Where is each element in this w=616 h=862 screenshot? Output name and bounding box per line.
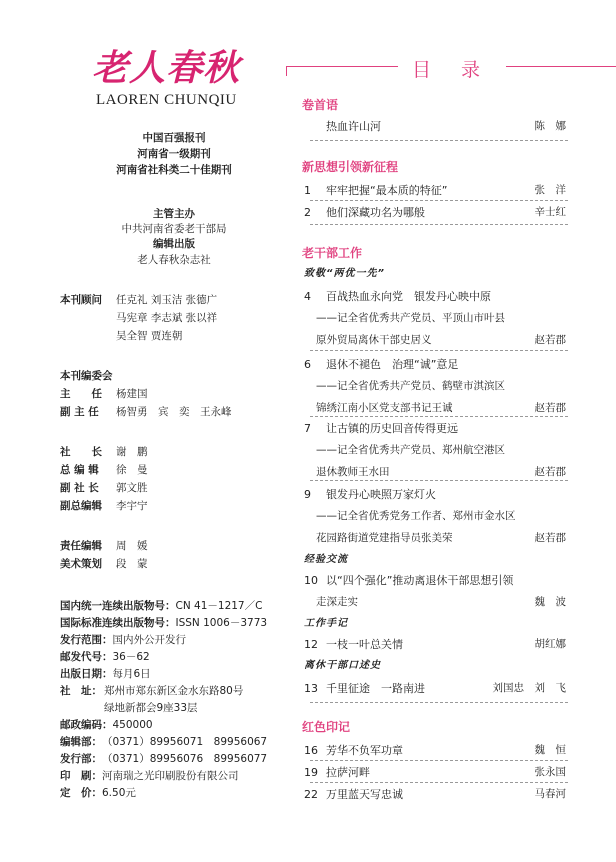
staff-name: 谢 鹏 (116, 446, 148, 458)
pubinfo-label: 出版日期： (60, 668, 113, 680)
magazine-pinyin-title: LAOREN CHUNQIU (96, 92, 237, 108)
toc-entry-title: 万里蓝天写忠诚 (326, 788, 403, 801)
editor-name: 段 蒙 (116, 558, 148, 570)
toc-entry-continued (316, 594, 566, 609)
toc-entry-author: 陈 娜 (534, 120, 566, 132)
toc-entry-title: 拉萨河畔 (326, 766, 370, 779)
toc-entry-author: 张永国 (534, 766, 566, 778)
toc-entry-author: 赵若郡 (534, 334, 566, 346)
pubinfo-row (60, 768, 239, 783)
toc-entry-page: 12 (304, 638, 318, 651)
toc-entry-page: 22 (304, 788, 318, 801)
toc-divider (310, 200, 568, 201)
editor-label: 美术策划 (60, 558, 102, 570)
staff-row (60, 444, 148, 459)
toc-section-title: 红色印记 (302, 720, 351, 734)
toc-divider (310, 702, 568, 703)
toc-entry-author: 辛士红 (534, 206, 566, 218)
pubinfo-row (60, 683, 243, 698)
toc-entry[interactable] (304, 118, 566, 134)
publisher-label: 编辑出版 (153, 238, 195, 250)
toc-entry[interactable] (304, 764, 566, 780)
pubinfo-row (60, 666, 151, 681)
committee-director (60, 386, 148, 401)
pubinfo-row (60, 734, 267, 749)
pubinfo-row (104, 700, 198, 715)
editor-row (60, 556, 148, 571)
pubinfo-row (60, 598, 262, 613)
pubinfo-row (60, 785, 136, 800)
pubinfo-label: 国内统一连续出版物号： (60, 600, 176, 612)
toc-entry-page: 7 (304, 422, 311, 435)
toc-entry-author: 胡红娜 (534, 638, 566, 650)
pubinfo-value: （0371）89956071 89956067 (102, 736, 268, 748)
toc-entry[interactable] (304, 786, 566, 802)
toc-entry-continued (316, 400, 566, 415)
toc-entry[interactable] (304, 182, 566, 198)
toc-entry[interactable] (304, 636, 566, 652)
toc-entry-title: 银发丹心映照万家灯火 (326, 488, 436, 501)
staff-row (60, 462, 148, 477)
pubinfo-row (60, 615, 267, 630)
editor-row (60, 538, 148, 553)
toc-section-title: 新思想引领新征程 (302, 160, 399, 174)
staff-name: 李宇宁 (116, 500, 148, 512)
toc-entry-author: 赵若郡 (534, 532, 566, 544)
honor-1: 中国百强报刊 (142, 132, 206, 144)
editor-name: 周 媛 (116, 540, 148, 552)
pubinfo-row (60, 751, 267, 766)
toc-entry-continued (316, 332, 566, 347)
advisors-row-1: 任克礼 刘玉洁 张德广 (116, 294, 218, 306)
toc-entry-continued (316, 530, 566, 545)
toc-subsection-title: 经验交流 (304, 554, 348, 565)
toc-entry-continued-text: 锦绣江南小区党支部书记王诚 (316, 402, 453, 414)
toc-entry-continued-text: 走深走实 (316, 596, 358, 608)
pubinfo-label: 发行部： (60, 753, 102, 765)
committee-label: 本刊编委会 (60, 370, 113, 382)
pubinfo-label: 社 址： (60, 685, 102, 697)
honor-3: 河南省社科类二十佳期刊 (116, 164, 232, 176)
toc-section-title: 老干部工作 (302, 246, 363, 260)
toc-entry-continued: ——记全省优秀共产党员、平顶山市叶县 (316, 312, 505, 324)
toc-entry-continued: ——记全省优秀共产党员、郑州航空港区 (316, 444, 505, 456)
staff-label: 社 长 (60, 446, 102, 458)
pubinfo-row (60, 717, 153, 732)
toc-entry-page: 4 (304, 290, 311, 303)
toc-entry-page: 9 (304, 488, 311, 501)
director-name: 杨建国 (116, 388, 148, 400)
toc-entry-author: 张 洋 (534, 184, 566, 196)
toc-entry[interactable] (304, 572, 566, 588)
toc-entry-page: 2 (304, 206, 311, 219)
pubinfo-value: 绿地新都会9座33层 (104, 702, 198, 714)
toc-entry-page: 19 (304, 766, 318, 779)
toc-entry[interactable] (304, 742, 566, 758)
toc-entry-author: 赵若郡 (534, 402, 566, 414)
pubinfo-row (60, 649, 150, 664)
toc-entry-page: 6 (304, 358, 311, 371)
toc-entry-title: 热血许山河 (326, 120, 381, 133)
toc-entry-page: 13 (304, 682, 318, 695)
toc-divider (310, 760, 568, 761)
staff-label: 副 社 长 (60, 482, 99, 494)
toc-entry-author: 刘国忠 刘 飞 (492, 682, 566, 694)
toc-entry[interactable] (304, 486, 566, 502)
toc-subsection-title: 工作手记 (304, 618, 348, 629)
honor-2: 河南省一级期刊 (137, 148, 211, 160)
toc-entry[interactable] (304, 288, 566, 304)
pubinfo-label: 邮发代号： (60, 651, 113, 663)
toc-entry-author: 魏 恒 (534, 744, 566, 756)
staff-label: 总 编 辑 (60, 464, 99, 476)
pubinfo-label: 国际标准连续出版物号： (60, 617, 176, 629)
pubinfo-value: 450000 (112, 719, 153, 731)
advisors-label: 本刊顾问 (60, 294, 102, 306)
toc-entry-title: 以“四个强化”推动离退休干部思想引领 (326, 574, 514, 587)
toc-entry-page: 1 (304, 184, 311, 197)
toc-divider (310, 350, 568, 351)
pubinfo-row (60, 632, 186, 647)
pubinfo-value: ISSN 1006－3773 (175, 617, 268, 629)
advisors-row-3: 吴全智 贾连朝 (116, 330, 183, 342)
toc-header-rule-tick (286, 66, 287, 76)
vice-names: 杨智勇 宾 奕 王永峰 (116, 406, 232, 418)
toc-divider (310, 140, 568, 141)
toc-divider (310, 224, 568, 225)
pubinfo-label: 发行范围： (60, 634, 113, 646)
pubinfo-value: 36－62 (112, 651, 150, 663)
staff-row (60, 480, 148, 495)
toc-entry-title: 他们深藏功名为哪般 (326, 206, 425, 219)
publisher-org: 老人春秋杂志社 (137, 254, 211, 266)
toc-entry-continued-text: 花园路街道党建指导员张美荣 (316, 532, 453, 544)
pubinfo-value: 每月6日 (112, 668, 151, 680)
pubinfo-label: 印 刷： (60, 770, 102, 782)
toc-subsection-title: 致敬“两优一先” (304, 268, 385, 279)
toc-entry[interactable] (304, 420, 566, 436)
sponsor-org: 中共河南省委老干部局 (121, 223, 227, 235)
editor-label: 责任编辑 (60, 540, 102, 552)
committee-vice (60, 404, 232, 419)
staff-row (60, 498, 148, 513)
staff-name: 徐 曼 (116, 464, 148, 476)
toc-entry[interactable] (304, 680, 566, 696)
pubinfo-value: 郑州市郑东新区金水东路80号 (104, 685, 244, 697)
toc-subsection-title: 离休干部口述史 (304, 660, 381, 671)
staff-name: 郭文胜 (116, 482, 148, 494)
pubinfo-value: 河南瑞之光印刷股份有限公司 (102, 770, 239, 782)
toc-entry-author: 魏 波 (534, 596, 566, 608)
toc-entry-continued-text: 原外贸局离休干部史居义 (316, 334, 432, 346)
toc-entry-continued: ——记全省优秀党务工作者、郑州市金水区 (316, 510, 516, 522)
toc-heading: 目 录 (411, 59, 493, 81)
toc-entry-title: 让古镇的历史回音传得更远 (326, 422, 458, 435)
toc-entry-page: 16 (304, 744, 318, 757)
toc-divider (310, 480, 568, 481)
pubinfo-value: 6.50元 (102, 787, 136, 799)
staff-label: 副总编辑 (60, 500, 102, 512)
toc-entry-title: 千里征途 一路南进 (326, 682, 425, 695)
pubinfo-value: CN 41－1217／C (175, 600, 263, 612)
toc-entry-author: 赵若郡 (534, 466, 566, 478)
toc-entry-author: 马春河 (534, 788, 566, 800)
advisors-block (60, 292, 115, 307)
pubinfo-label: 邮政编码： (60, 719, 113, 731)
toc-entry-title: 退休不褪色 治理“诚”意足 (326, 358, 459, 371)
toc-entry[interactable] (304, 204, 566, 220)
toc-entry[interactable] (304, 356, 566, 372)
toc-divider (310, 782, 568, 783)
toc-entry-title: 牢牢把握“最本质的特征” (326, 184, 448, 197)
pubinfo-value: （0371）89956076 89956077 (102, 753, 268, 765)
toc-entry-title: 芳华不负军功章 (326, 744, 403, 757)
director-label: 主 任 (60, 388, 102, 400)
toc-entry-continued-text: 退休教师王水田 (316, 466, 390, 478)
toc-entry-continued (316, 464, 566, 479)
pubinfo-value: 国内外公开发行 (112, 634, 186, 646)
toc-entry-page: 10 (304, 574, 318, 587)
vice-label: 副 主 任 (60, 406, 99, 418)
toc-entry-title: 百战热血永向党 银发丹心映中原 (326, 290, 491, 303)
toc-entry-continued: ——记全省优秀共产党员、鹤壁市淇滨区 (316, 380, 505, 392)
sponsor-label: 主管主办 (153, 208, 195, 220)
magazine-logo: 老人春秋 (92, 47, 241, 89)
toc-divider (310, 416, 568, 417)
toc-entry-title: 一枝一叶总关情 (326, 638, 403, 651)
advisors-row-2: 马宪章 李志斌 张以祥 (116, 312, 218, 324)
pubinfo-label: 定 价： (60, 787, 102, 799)
toc-section-title: 卷首语 (302, 98, 339, 112)
pubinfo-label: 编辑部： (60, 736, 102, 748)
